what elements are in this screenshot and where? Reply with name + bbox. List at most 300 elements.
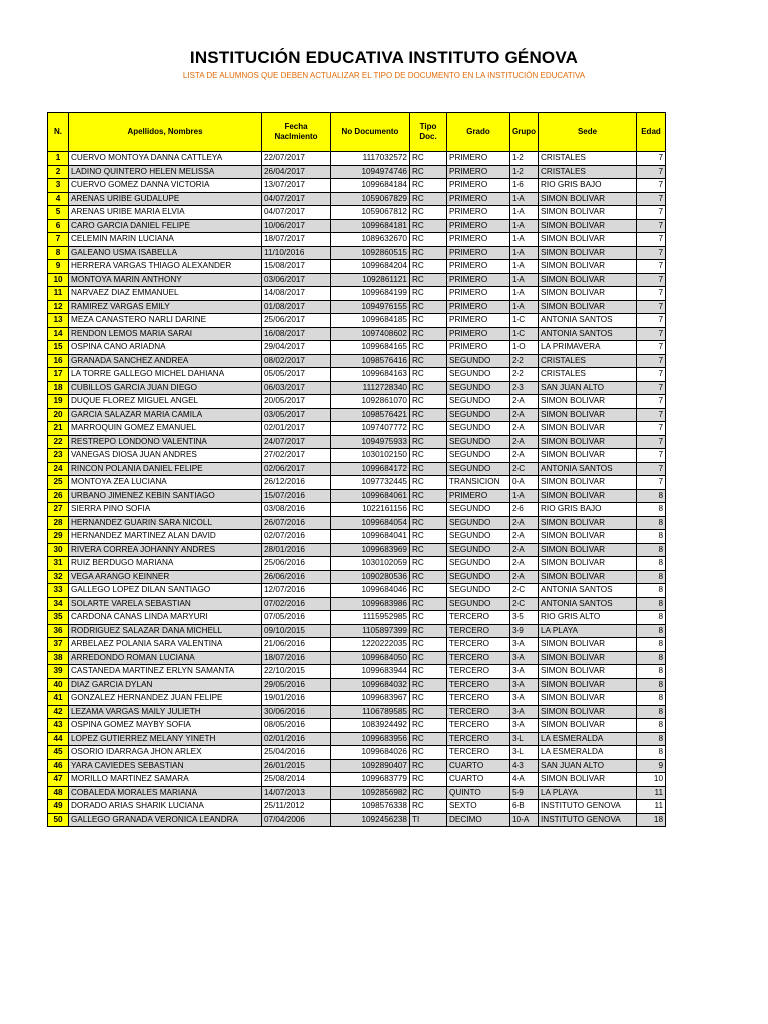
- birth-date: 18/07/2016: [262, 651, 331, 665]
- table-row: [48, 368, 666, 382]
- document-number: 1106789585: [331, 705, 410, 719]
- grade: SEGUNDO: [447, 381, 510, 395]
- group: 1-A: [510, 287, 539, 301]
- student-name: ARREDONDO ROMAN LUCIANA: [69, 651, 262, 665]
- document-type: RC: [410, 314, 447, 328]
- birth-date: 03/05/2017: [262, 408, 331, 422]
- table-row: [48, 624, 666, 638]
- document-type: RC: [410, 327, 447, 341]
- age: 7: [637, 233, 666, 247]
- birth-date: 22/07/2017: [262, 152, 331, 166]
- group: 1-A: [510, 192, 539, 206]
- age: 8: [637, 557, 666, 571]
- student-name: RIVERA CORREA JOHANNY ANDRES: [69, 543, 262, 557]
- group: 3-L: [510, 732, 539, 746]
- campus: SIMON BOLIVAR: [539, 273, 637, 287]
- group: 3-5: [510, 611, 539, 625]
- age: 7: [637, 165, 666, 179]
- student-name: VANEGAS DIOSA JUAN ANDRES: [69, 449, 262, 463]
- document-type: RC: [410, 624, 447, 638]
- campus: SIMON BOLIVAR: [539, 206, 637, 220]
- document-type: RC: [410, 192, 447, 206]
- table-row: [48, 773, 666, 787]
- document-type: RC: [410, 705, 447, 719]
- grade: TERCERO: [447, 638, 510, 652]
- birth-date: 09/10/2015: [262, 624, 331, 638]
- student-name: RESTREPO LONDONO VALENTINA: [69, 435, 262, 449]
- row-number: 21: [48, 422, 69, 436]
- document-number: 1098576416: [331, 354, 410, 368]
- birth-date: 14/08/2017: [262, 287, 331, 301]
- students-table: [47, 112, 666, 827]
- grade: TERCERO: [447, 692, 510, 706]
- grade: TERCERO: [447, 746, 510, 760]
- student-name: OSORIO IDARRAGA JHON ARLEX: [69, 746, 262, 760]
- document-type: RC: [410, 206, 447, 220]
- document-type: RC: [410, 584, 447, 598]
- document-type: RC: [410, 719, 447, 733]
- age: 7: [637, 327, 666, 341]
- document-type: RC: [410, 165, 447, 179]
- table-row: [48, 314, 666, 328]
- grade: PRIMERO: [447, 327, 510, 341]
- campus: SIMON BOLIVAR: [539, 557, 637, 571]
- row-number: 9: [48, 260, 69, 274]
- document-number: 1220222035: [331, 638, 410, 652]
- row-number: 47: [48, 773, 69, 787]
- age: 8: [637, 516, 666, 530]
- campus: SAN JUAN ALTO: [539, 381, 637, 395]
- birth-date: 03/08/2016: [262, 503, 331, 517]
- document-type: RC: [410, 246, 447, 260]
- birth-date: 29/04/2017: [262, 341, 331, 355]
- grade: PRIMERO: [447, 489, 510, 503]
- student-name: RENDON LEMOS MARIA SARAI: [69, 327, 262, 341]
- age: 11: [637, 786, 666, 800]
- birth-date: 02/01/2017: [262, 422, 331, 436]
- document-number: 1097732445: [331, 476, 410, 490]
- birth-date: 13/07/2017: [262, 179, 331, 193]
- table-row: [48, 732, 666, 746]
- campus: ANTONIA SANTOS: [539, 597, 637, 611]
- table-row: [48, 422, 666, 436]
- document-type: RC: [410, 395, 447, 409]
- grade: QUINTO: [447, 786, 510, 800]
- document-type: RC: [410, 665, 447, 679]
- student-name: CUERVO GOMEZ DANNA VICTORIA: [69, 179, 262, 193]
- birth-date: 03/06/2017: [262, 273, 331, 287]
- age: 8: [637, 732, 666, 746]
- grade: SEGUNDO: [447, 435, 510, 449]
- student-name: OSPINA GOMEZ MAYBY SOFIA: [69, 719, 262, 733]
- document-number: 1089632670: [331, 233, 410, 247]
- campus: LA PLAYA: [539, 624, 637, 638]
- campus: SIMON BOLIVAR: [539, 300, 637, 314]
- grade: SEGUNDO: [447, 543, 510, 557]
- table-row: [48, 354, 666, 368]
- birth-date: 08/02/2017: [262, 354, 331, 368]
- group: 3-L: [510, 746, 539, 760]
- age: 8: [637, 489, 666, 503]
- group: 4-A: [510, 773, 539, 787]
- table-row: [48, 705, 666, 719]
- table-row: [48, 503, 666, 517]
- birth-date: 25/06/2017: [262, 314, 331, 328]
- document-number: 1099683779: [331, 773, 410, 787]
- grade: SEGUNDO: [447, 422, 510, 436]
- group: 2-2: [510, 354, 539, 368]
- campus: SIMON BOLIVAR: [539, 476, 637, 490]
- student-name: GALLEGO GRANADA VERONICA LEANDRA: [69, 813, 262, 827]
- age: 7: [637, 368, 666, 382]
- birth-date: 30/06/2016: [262, 705, 331, 719]
- grade: SEXTO: [447, 800, 510, 814]
- birth-date: 02/06/2017: [262, 462, 331, 476]
- grade: SEGUNDO: [447, 503, 510, 517]
- campus: SIMON BOLIVAR: [539, 719, 637, 733]
- group: 10-A: [510, 813, 539, 827]
- group: 2-A: [510, 557, 539, 571]
- group: 5-9: [510, 786, 539, 800]
- group: 1-O: [510, 341, 539, 355]
- document-number: 1090280536: [331, 570, 410, 584]
- campus: SIMON BOLIVAR: [539, 516, 637, 530]
- col-header-name: Apellidos, Nombres: [69, 113, 262, 152]
- grade: SEGUNDO: [447, 516, 510, 530]
- student-name: NARVAEZ DIAZ EMMANUEL: [69, 287, 262, 301]
- document-type: RC: [410, 273, 447, 287]
- student-name: MEZA CANASTERO NARLI DARINE: [69, 314, 262, 328]
- student-name: COBALEDA MORALES MARIANA: [69, 786, 262, 800]
- age: 7: [637, 476, 666, 490]
- row-number: 37: [48, 638, 69, 652]
- student-name: DIAZ GARCIA DYLAN: [69, 678, 262, 692]
- age: 7: [637, 219, 666, 233]
- row-number: 17: [48, 368, 69, 382]
- table-row: [48, 813, 666, 827]
- row-number: 11: [48, 287, 69, 301]
- document-type: RC: [410, 557, 447, 571]
- grade: TERCERO: [447, 665, 510, 679]
- campus: SIMON BOLIVAR: [539, 246, 637, 260]
- table-row: [48, 570, 666, 584]
- document-number: 1099684026: [331, 746, 410, 760]
- student-name: SOLARTE VARELA SEBASTIAN: [69, 597, 262, 611]
- group: 2-A: [510, 543, 539, 557]
- row-number: 50: [48, 813, 69, 827]
- student-name: RINCON POLANIA DANIEL FELIPE: [69, 462, 262, 476]
- document-number: 1099684181: [331, 219, 410, 233]
- birth-date: 02/01/2016: [262, 732, 331, 746]
- student-name: GRANADA SANCHEZ ANDREA: [69, 354, 262, 368]
- row-number: 12: [48, 300, 69, 314]
- table-row: [48, 179, 666, 193]
- row-number: 13: [48, 314, 69, 328]
- document-number: 1099684184: [331, 179, 410, 193]
- table-row: [48, 192, 666, 206]
- birth-date: 07/05/2016: [262, 611, 331, 625]
- birth-date: 20/05/2017: [262, 395, 331, 409]
- age: 7: [637, 422, 666, 436]
- col-header-document: No Documento: [331, 113, 410, 152]
- row-number: 32: [48, 570, 69, 584]
- document-type: RC: [410, 354, 447, 368]
- grade: SEGUNDO: [447, 570, 510, 584]
- birth-date: 07/02/2016: [262, 597, 331, 611]
- campus: SIMON BOLIVAR: [539, 287, 637, 301]
- group: 2-C: [510, 462, 539, 476]
- col-header-n: N.: [48, 113, 69, 152]
- birth-date: 16/08/2017: [262, 327, 331, 341]
- student-name: LADINO QUINTERO HELEN MELISSA: [69, 165, 262, 179]
- student-name: LOPEZ GUTIERREZ MELANY YINETH: [69, 732, 262, 746]
- row-number: 22: [48, 435, 69, 449]
- age: 8: [637, 584, 666, 598]
- age: 7: [637, 192, 666, 206]
- grade: PRIMERO: [447, 314, 510, 328]
- student-name: DORADO ARIAS SHARIK LUCIANA: [69, 800, 262, 814]
- group: 1-A: [510, 489, 539, 503]
- grade: PRIMERO: [447, 152, 510, 166]
- group: 2-A: [510, 395, 539, 409]
- student-name: URBANO JIMENEZ KEBIN SANTIAGO: [69, 489, 262, 503]
- group: 3-A: [510, 638, 539, 652]
- age: 7: [637, 462, 666, 476]
- birth-date: 04/07/2017: [262, 206, 331, 220]
- grade: SEGUNDO: [447, 557, 510, 571]
- row-number: 35: [48, 611, 69, 625]
- campus: SAN JUAN ALTO: [539, 759, 637, 773]
- document-number: 1117032572: [331, 152, 410, 166]
- document-number: 1022161156: [331, 503, 410, 517]
- document-number: 1094976155: [331, 300, 410, 314]
- document-number: 1098576421: [331, 408, 410, 422]
- birth-date: 02/07/2016: [262, 530, 331, 544]
- student-name: GALLEGO LOPEZ DILAN SANTIAGO: [69, 584, 262, 598]
- age: 7: [637, 314, 666, 328]
- table-row: [48, 692, 666, 706]
- document-number: 1099684054: [331, 516, 410, 530]
- age: 7: [637, 435, 666, 449]
- student-name: CUERVO MONTOYA DANNA CATTLEYA: [69, 152, 262, 166]
- document-type: RC: [410, 260, 447, 274]
- age: 7: [637, 287, 666, 301]
- age: 7: [637, 206, 666, 220]
- birth-date: 12/07/2016: [262, 584, 331, 598]
- table-row: [48, 260, 666, 274]
- student-name: ARENAS URIBE GUDALUPE: [69, 192, 262, 206]
- row-number: 15: [48, 341, 69, 355]
- row-number: 14: [48, 327, 69, 341]
- row-number: 34: [48, 597, 69, 611]
- grade: PRIMERO: [447, 341, 510, 355]
- birth-date: 15/07/2016: [262, 489, 331, 503]
- table-row: [48, 786, 666, 800]
- document-number: 1099684041: [331, 530, 410, 544]
- campus: SIMON BOLIVAR: [539, 678, 637, 692]
- group: 1-C: [510, 327, 539, 341]
- row-number: 7: [48, 233, 69, 247]
- document-number: 1115952985: [331, 611, 410, 625]
- grade: SEGUNDO: [447, 449, 510, 463]
- document-type: RC: [410, 516, 447, 530]
- group: 1-A: [510, 246, 539, 260]
- document-type: RC: [410, 800, 447, 814]
- document-number: 1097408602: [331, 327, 410, 341]
- grade: PRIMERO: [447, 273, 510, 287]
- birth-date: 10/06/2017: [262, 219, 331, 233]
- student-name: VEGA ARANGO KEINNER: [69, 570, 262, 584]
- row-number: 20: [48, 408, 69, 422]
- campus: ANTONIA SANTOS: [539, 314, 637, 328]
- birth-date: 26/07/2016: [262, 516, 331, 530]
- grade: CUARTO: [447, 759, 510, 773]
- document-number: 1099684199: [331, 287, 410, 301]
- campus: SIMON BOLIVAR: [539, 665, 637, 679]
- group: 3-A: [510, 719, 539, 733]
- student-name: LEZAMA VARGAS MAILY JULIETH: [69, 705, 262, 719]
- age: 7: [637, 273, 666, 287]
- student-name: HERRERA VARGAS THIAGO ALEXANDER: [69, 260, 262, 274]
- document-number: 1092860515: [331, 246, 410, 260]
- campus: SIMON BOLIVAR: [539, 395, 637, 409]
- table-row: [48, 746, 666, 760]
- table-row: [48, 543, 666, 557]
- age: 7: [637, 408, 666, 422]
- table-row: [48, 219, 666, 233]
- table-row: [48, 584, 666, 598]
- grade: PRIMERO: [447, 179, 510, 193]
- group: 1-2: [510, 152, 539, 166]
- group: 2-C: [510, 584, 539, 598]
- table-header-row: [48, 113, 666, 152]
- document-number: 1099684061: [331, 489, 410, 503]
- col-header-doc-type: Tipo Doc.: [410, 113, 447, 152]
- row-number: 18: [48, 381, 69, 395]
- campus: LA ESMERALDA: [539, 746, 637, 760]
- campus: SIMON BOLIVAR: [539, 530, 637, 544]
- student-name: ARENAS URIBE MARIA ELVIA: [69, 206, 262, 220]
- campus: CRISTALES: [539, 354, 637, 368]
- group: 2-6: [510, 503, 539, 517]
- document-type: RC: [410, 692, 447, 706]
- grade: CUARTO: [447, 773, 510, 787]
- page-title: INSTITUCIÓN EDUCATIVA INSTITUTO GÉNOVA: [189, 48, 579, 67]
- document-type: RC: [410, 651, 447, 665]
- table-row: [48, 300, 666, 314]
- campus: LA PRIMAVERA: [539, 341, 637, 355]
- table-row: [48, 719, 666, 733]
- age: 8: [637, 611, 666, 625]
- document-type: RC: [410, 638, 447, 652]
- birth-date: 05/05/2017: [262, 368, 331, 382]
- group: 2-A: [510, 570, 539, 584]
- campus: SIMON BOLIVAR: [539, 408, 637, 422]
- document-type: RC: [410, 503, 447, 517]
- row-number: 19: [48, 395, 69, 409]
- row-number: 4: [48, 192, 69, 206]
- document-type: RC: [410, 759, 447, 773]
- birth-date: 07/04/2006: [262, 813, 331, 827]
- document-number: 1097407772: [331, 422, 410, 436]
- document-type: RC: [410, 287, 447, 301]
- document-number: 1030102150: [331, 449, 410, 463]
- document-type: RC: [410, 422, 447, 436]
- campus: ANTONIA SANTOS: [539, 584, 637, 598]
- birth-date: 25/11/2012: [262, 800, 331, 814]
- age: 11: [637, 800, 666, 814]
- campus: CRISTALES: [539, 152, 637, 166]
- campus: LA ESMERALDA: [539, 732, 637, 746]
- document-type: RC: [410, 732, 447, 746]
- campus: SIMON BOLIVAR: [539, 219, 637, 233]
- grade: TERCERO: [447, 651, 510, 665]
- age: 9: [637, 759, 666, 773]
- age: 7: [637, 354, 666, 368]
- campus: SIMON BOLIVAR: [539, 543, 637, 557]
- grade: SEGUNDO: [447, 462, 510, 476]
- table-row: [48, 152, 666, 166]
- grade: TERCERO: [447, 678, 510, 692]
- birth-date: 26/01/2015: [262, 759, 331, 773]
- document-number: 1099683986: [331, 597, 410, 611]
- age: 8: [637, 530, 666, 544]
- document-number: 1059067812: [331, 206, 410, 220]
- document-number: 1092456238: [331, 813, 410, 827]
- student-name: YARA CAVIEDES SEBASTIAN: [69, 759, 262, 773]
- document-type: RC: [410, 773, 447, 787]
- grade: SEGUNDO: [447, 584, 510, 598]
- document-number: 1099683956: [331, 732, 410, 746]
- campus: SIMON BOLIVAR: [539, 435, 637, 449]
- grade: PRIMERO: [447, 206, 510, 220]
- student-name: DUQUE FLOREZ MIGUEL ANGEL: [69, 395, 262, 409]
- campus: SIMON BOLIVAR: [539, 638, 637, 652]
- row-number: 2: [48, 165, 69, 179]
- campus: SIMON BOLIVAR: [539, 422, 637, 436]
- age: 8: [637, 570, 666, 584]
- age: 7: [637, 341, 666, 355]
- group: 0-A: [510, 476, 539, 490]
- document-number: 1099683967: [331, 692, 410, 706]
- student-name: RUIZ BERDUGO MARIANA: [69, 557, 262, 571]
- document-number: 1099684165: [331, 341, 410, 355]
- age: 7: [637, 381, 666, 395]
- student-name: CUBILLOS GARCIA JUAN DIEGO: [69, 381, 262, 395]
- row-number: 38: [48, 651, 69, 665]
- row-number: 45: [48, 746, 69, 760]
- grade: TERCERO: [447, 719, 510, 733]
- document-type: RC: [410, 543, 447, 557]
- birth-date: 28/01/2016: [262, 543, 331, 557]
- student-name: RAMIREZ VARGAS EMILY: [69, 300, 262, 314]
- group: 1-2: [510, 165, 539, 179]
- grade: PRIMERO: [447, 246, 510, 260]
- grade: TRANSICION: [447, 476, 510, 490]
- document-type: RC: [410, 219, 447, 233]
- col-header-grade: Grado: [447, 113, 510, 152]
- document-number: 1092890407: [331, 759, 410, 773]
- row-number: 29: [48, 530, 69, 544]
- row-number: 48: [48, 786, 69, 800]
- campus: ANTONIA SANTOS: [539, 327, 637, 341]
- age: 7: [637, 300, 666, 314]
- col-header-campus: Sede: [539, 113, 637, 152]
- grade: SEGUNDO: [447, 354, 510, 368]
- campus: SIMON BOLIVAR: [539, 651, 637, 665]
- grade: TERCERO: [447, 705, 510, 719]
- table-row: [48, 530, 666, 544]
